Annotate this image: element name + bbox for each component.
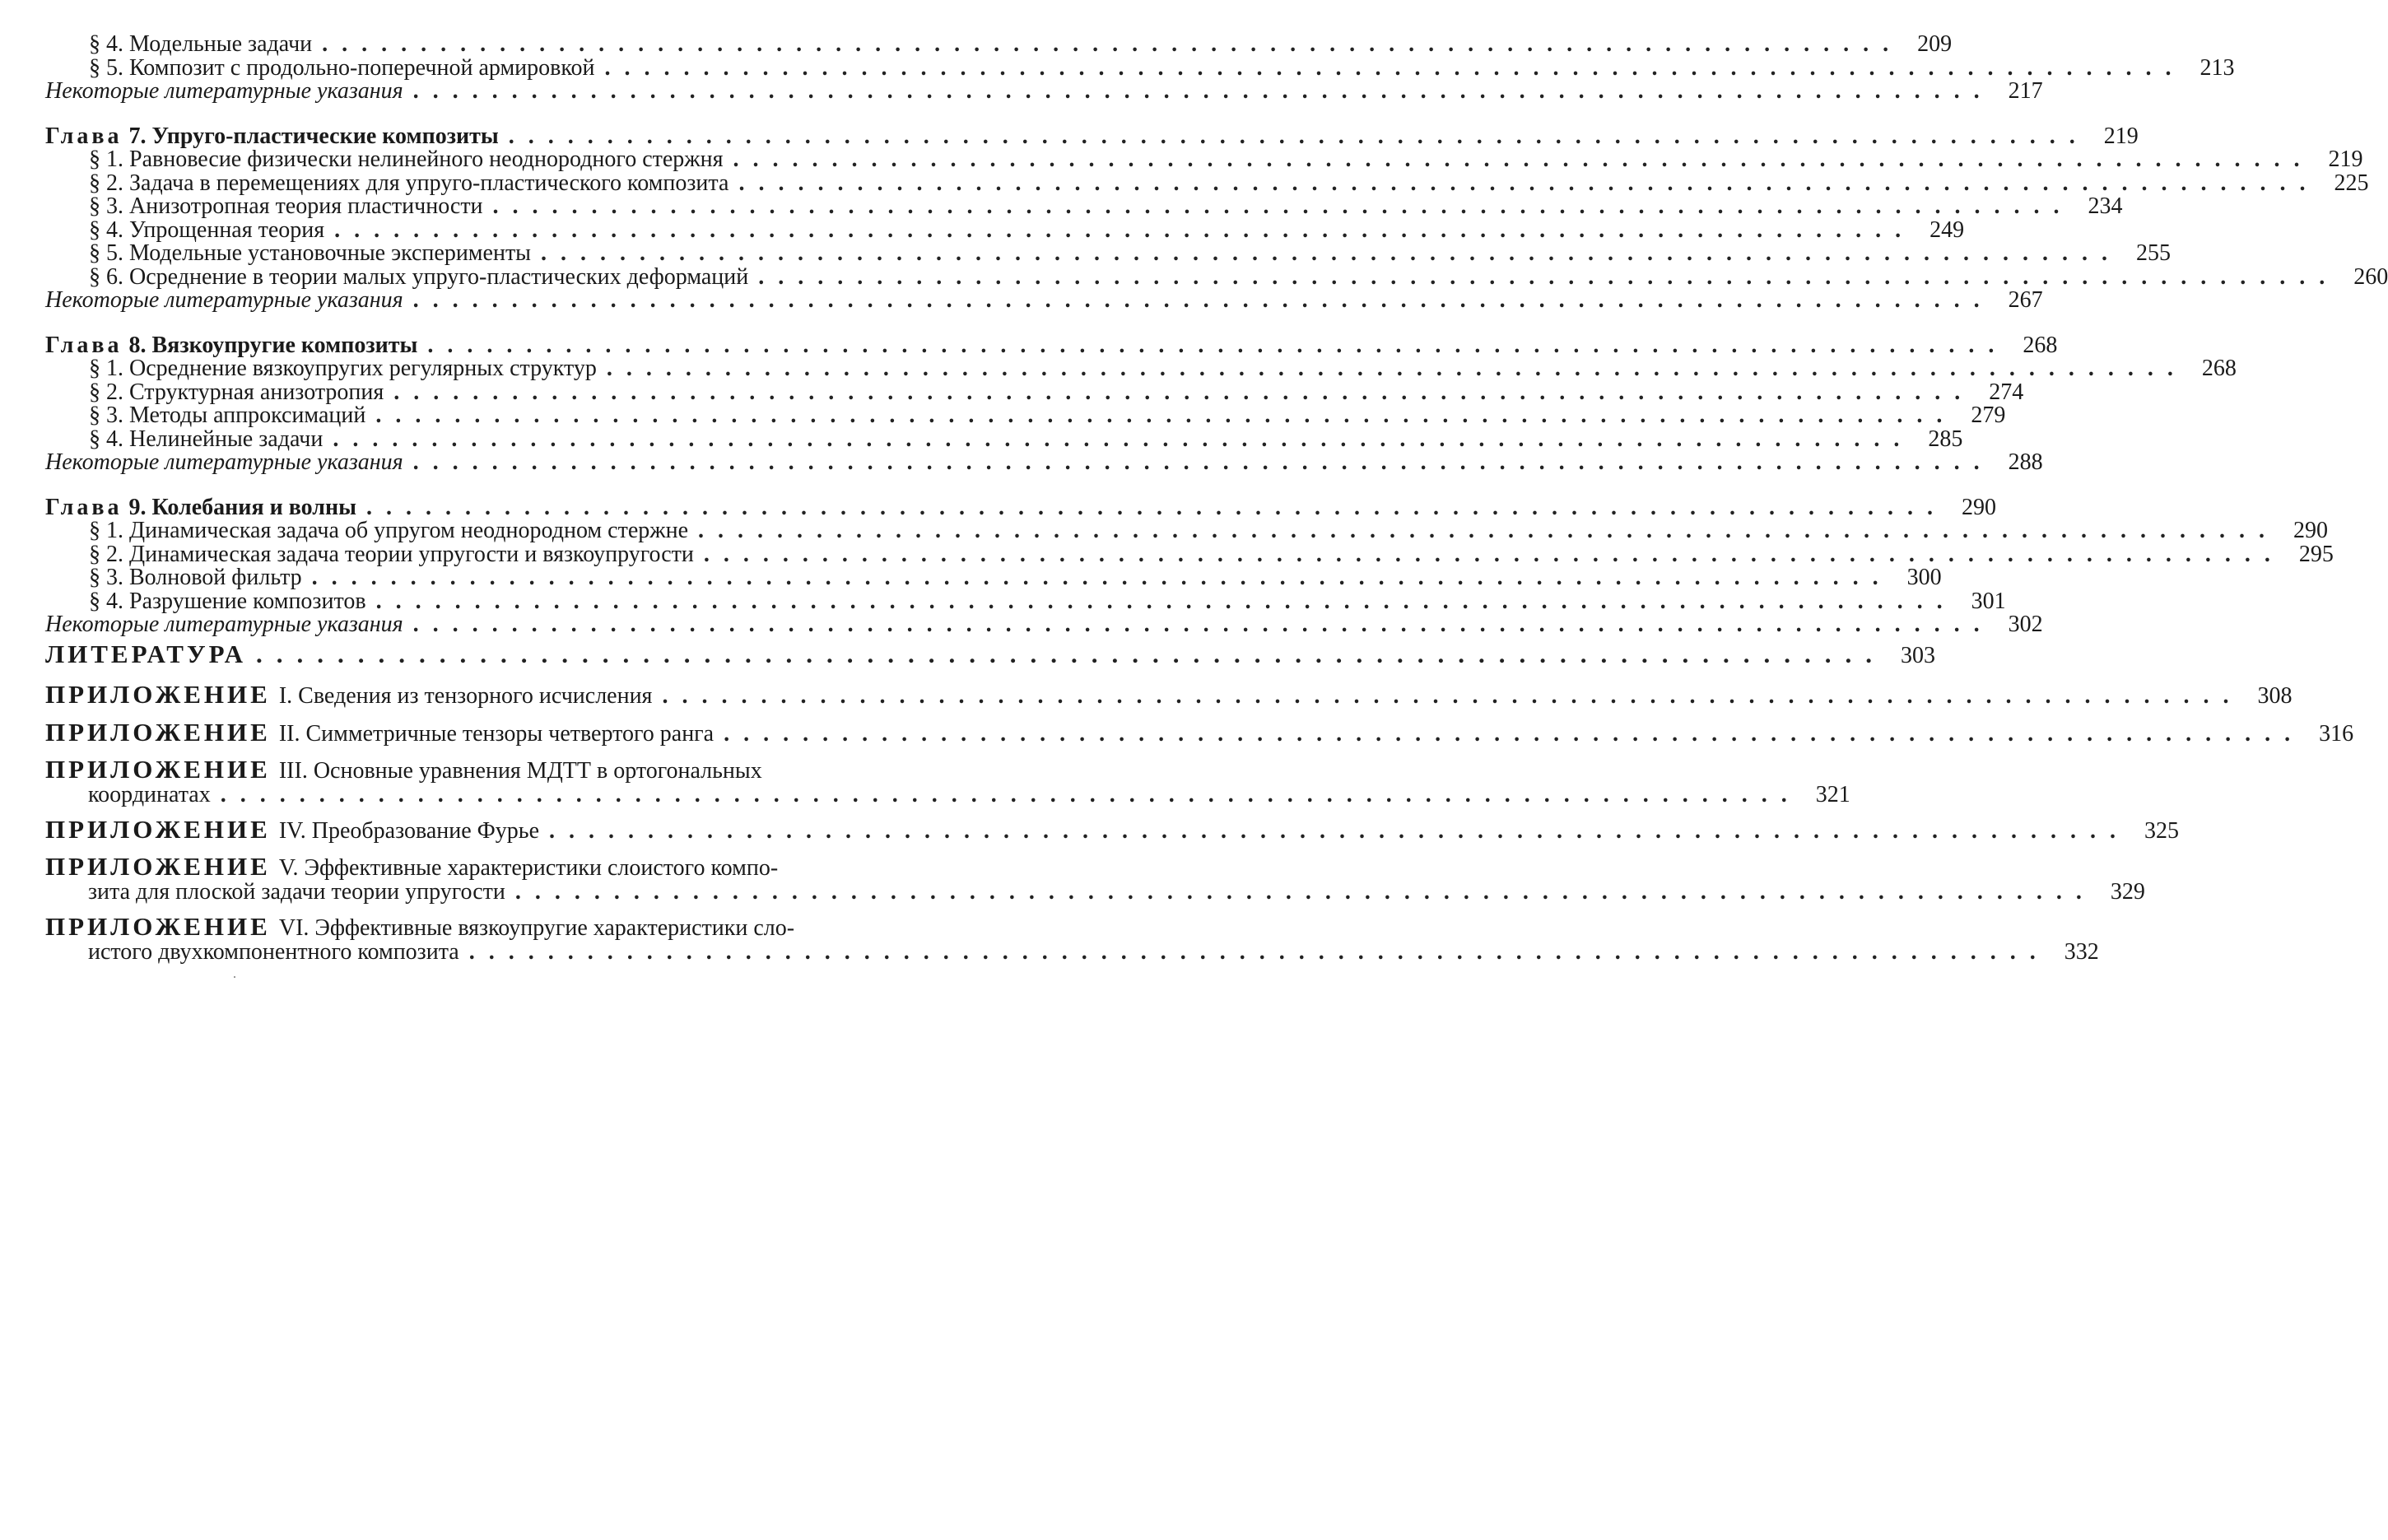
dot-leader: ................................................................................ [514,879,2096,905]
dot-leader: ................................................................................ [427,332,2009,358]
appendix-title-line2: координатах [88,781,211,807]
dot-leader: ................................................................................ [334,216,1916,243]
dot-leader: ................................................................................ [220,781,1801,807]
chapter-lead: Глава [45,123,123,149]
toc-entry[interactable] [45,588,2006,614]
toc-chapter-9[interactable] [45,494,1996,520]
scan-speck [234,976,235,978]
chapter-title: 8. Вязкоупругие композиты [128,332,418,358]
appendix-lead: ПРИЛОЖЕНИЕ [45,852,271,881]
toc-entry-page: 332 [2064,938,2099,965]
toc-literature-notes[interactable] [45,612,2043,637]
toc-entry[interactable] [45,216,1965,243]
toc-entry-label: Некоторые литературные указания [45,612,403,637]
toc-entry[interactable] [45,240,2171,266]
toc-entry[interactable] [45,379,2024,405]
toc-entry-page: 268 [2201,356,2237,381]
toc-entry-label: § 3. Анизотропная теория пластичности [89,193,483,219]
chapter-title: 7. Упруго-пластические композиты [128,123,499,149]
dot-leader: ................................................................................ [393,379,1975,405]
dot-leader: ................................................................................ [412,78,1994,104]
toc-entry-label: § 3. Волновой фильтр [89,565,302,590]
appendix-lead: ПРИЛОЖЕНИЕ [45,911,271,941]
dot-leader: ................................................................................ [662,682,2243,709]
toc-entry-label: § 1. Равновесие физически нелинейного неоднородного стержня [89,147,724,172]
toc-entry-label: Некоторые литературные указания [45,78,403,104]
toc-entry-label: § 4. Упрощенная теория [89,216,325,243]
toc-entry[interactable] [45,31,1953,57]
dot-leader: ................................................................................ [412,287,1994,313]
toc-entry-label: § 5. Модельные установочные эксперименты [89,240,531,266]
appendix-title-line1: III. Основные уравнения МДТТ в ортогональных [278,757,762,784]
toc-appendix-2[interactable] [45,717,2354,747]
toc-entry-label: Некоторые литературные указания [45,287,403,313]
dot-leader: ................................................................................ [412,449,1994,475]
toc-entry-page: 209 [1917,31,1953,57]
toc-literature[interactable] [45,639,1935,670]
toc-entry[interactable] [45,565,1942,590]
toc-appendix-5[interactable] [45,852,2145,905]
toc-entry-page: 267 [2008,287,2043,313]
toc-appendix-6[interactable] [45,911,2099,965]
toc-entry-page: 225 [2334,170,2369,196]
toc-entry-page: 290 [1962,494,1996,520]
toc-entry-page: 249 [1929,216,1965,243]
chapter-title: 9. Колебания и волны [128,494,356,520]
toc-entry-label: § 4. Разрушение композитов [89,588,366,614]
dot-leader: ................................................................................ [508,123,2089,149]
appendix-title-line2: зита для плоской задачи теории упругости [88,879,505,905]
toc-entry-page: 295 [2298,541,2334,567]
toc-entry-page: 279 [1971,402,2006,428]
dot-leader: ................................................................................ [606,356,2187,381]
appendix-lead: ПРИЛОЖЕНИЕ [45,717,271,747]
toc-entry-page: 303 [1900,642,1935,668]
chapter-lead: Глава [45,494,123,520]
chapter-heading [45,334,417,358]
appendix-title-line1: V. Эффективные характеристики слоистого компо- [278,855,779,881]
dot-leader: ................................................................................ [255,639,1886,668]
dot-leader: ................................................................................ [549,818,2130,844]
toc-literature-notes[interactable] [45,287,2043,313]
toc-entry-page: 316 [2319,720,2354,747]
dot-leader: ................................................................................ [375,588,1957,614]
toc-entry-label: § 2. Динамическая задача теории упругости и вязкоупругости [89,541,694,567]
appendix-lead: ПРИЛОЖЕНИЕ [45,815,271,844]
toc-entry-label: § 1. Осреднение вязкоупругих регулярных структур [89,356,597,381]
toc-entry-page: 285 [1928,426,1963,452]
toc-entry[interactable] [45,356,2237,381]
toc-chapter-7[interactable] [45,123,2139,149]
toc-entry-label: Некоторые литературные указания [45,449,403,475]
dot-leader: ................................................................................ [366,494,1947,520]
toc-entry-page: 329 [2110,879,2145,905]
toc-entry-label: § 3. Методы аппроксимаций [89,402,366,428]
toc-entry-page: 219 [2103,123,2139,149]
appendix-title-line1: VI. Эффективные вязкоупругие характеристики сло- [278,914,795,941]
toc-entry[interactable] [45,147,2363,172]
toc-entry-label: § 4. Модельные задачи [89,31,313,57]
dot-leader: ................................................................................ [322,31,1903,57]
toc-entry-label: § 5. Композит с продольно-поперечной армировкой [89,54,595,81]
appendix-lead: ПРИЛОЖЕНИЕ [45,754,271,784]
toc-entry[interactable] [45,54,2235,81]
toc-entry[interactable] [45,263,2388,290]
dot-leader: ................................................................................ [311,565,1892,590]
toc-entry-page: 260 [2353,263,2388,290]
table-of-contents [45,31,2388,974]
dot-leader: ................................................................................ [703,541,2284,567]
toc-entry-page: 288 [2008,449,2043,475]
toc-entry-page: 219 [2328,147,2363,172]
toc-entry-page: 255 [2136,240,2171,266]
toc-entry[interactable] [45,193,2123,219]
toc-entry-page: 300 [1906,565,1942,590]
appendix-title-line2: истого двухкомпонентного композита [88,938,459,965]
toc-entry[interactable] [45,541,2334,567]
dot-leader: ................................................................................ [375,402,1957,428]
toc-entry-label: § 1. Динамическая задача об упругом неоднородном стержне [89,518,688,543]
dot-leader: ................................................................................ [738,170,2320,196]
toc-appendix-3[interactable] [45,754,1850,807]
toc-literature-notes[interactable] [45,449,2043,475]
literature-heading: ЛИТЕРАТУРА [45,639,246,668]
dot-leader: ................................................................................ [333,426,1914,452]
toc-entry-page: 234 [2088,193,2123,219]
toc-entry[interactable] [45,402,2006,428]
chapter-heading [45,496,356,520]
dot-leader: ................................................................................ [604,54,2186,81]
toc-entry-page: 217 [2008,78,2043,104]
toc-entry-page: 290 [2293,518,2328,543]
appendix-title: IV. Преобразование Фурье [278,818,539,844]
toc-entry-page: 213 [2199,54,2235,81]
dot-leader: ................................................................................ [724,720,2305,747]
toc-entry[interactable] [45,170,2369,196]
appendix-title: II. Симметричные тензоры четвертого ранга [278,720,715,747]
toc-entry-label: § 2. Задача в перемещениях для упруго-пластического композита [89,170,729,196]
toc-entry-page: 302 [2008,612,2043,637]
toc-entry-label: § 4. Нелинейные задачи [89,426,324,452]
dot-leader: ................................................................................ [412,612,1994,637]
toc-entry-page: 325 [2144,818,2179,844]
dot-leader: ................................................................................ [492,193,2074,219]
dot-leader: ................................................................................ [541,240,2121,266]
toc-entry-label: § 6. Осреднение в теории малых упруго-пластических деформаций [89,263,749,290]
toc-appendix-1[interactable] [45,679,2293,710]
toc-entry-page: 268 [2023,332,2058,358]
dot-leader: ................................................................................ [733,147,2314,172]
toc-entry-page: 321 [1815,781,1850,807]
appendix-lead: ПРИЛОЖЕНИЕ [45,679,271,709]
toc-entry[interactable] [45,426,1963,452]
dot-leader: ................................................................................ [468,938,2050,965]
toc-entry-label: § 2. Структурная анизотропия [89,379,384,405]
dot-leader: ................................................................................ [758,263,2339,290]
toc-appendix-4[interactable] [45,815,2179,844]
toc-literature-notes[interactable] [45,78,2043,104]
chapter-lead: Глава [45,332,123,358]
toc-entry[interactable] [45,518,2328,543]
toc-chapter-8[interactable] [45,332,2058,358]
toc-entry-page: 274 [1989,379,2024,405]
dot-leader: ................................................................................ [698,518,2279,543]
toc-entry-page: 308 [2257,682,2293,709]
appendix-title: I. Сведения из тензорного исчисления [278,682,653,709]
toc-entry-page: 301 [1971,588,2006,614]
chapter-heading [45,125,499,149]
